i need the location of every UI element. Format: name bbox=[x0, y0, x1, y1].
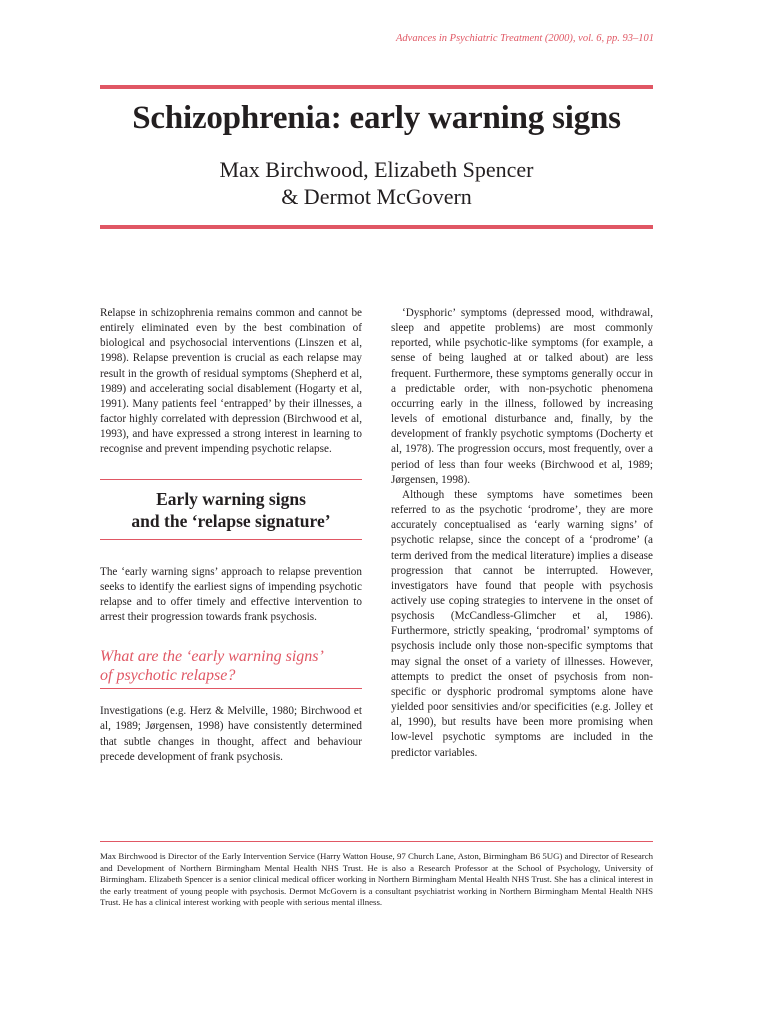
abstract-paragraph: Relapse in schizophrenia remains common and cannot be entirely eliminated even by the best combination of biological and psychosocial interventions (Linszen et al, 1998). Relapse prevention is crucial as each relapse may result in the growth of residual symptoms (Shepherd et al, 1989) and accelerating social disablement (Hogarty et al, 1991). Many patients feel ‘entrapped’ by their illnesses, a factor highly correlated with depression (Birchwood et al, 1993), and have expressed a strong interest in learning to recognise and prevent impending psychotic relapse. bbox=[100, 307, 362, 456]
title-bottom-rule bbox=[100, 225, 653, 229]
journal-reference: Advances in Psychiatric Treatment (2000), vol. 6, pp. 93–101 bbox=[396, 33, 654, 44]
footnote-rule bbox=[100, 841, 653, 842]
right-column bbox=[391, 306, 653, 761]
subheading bbox=[100, 647, 362, 685]
left-column bbox=[100, 306, 362, 765]
section-rule-top bbox=[100, 479, 362, 480]
article-title: Schizophrenia: early warning signs bbox=[132, 100, 621, 136]
section-heading-line-2: and the ‘relapse signature’ bbox=[131, 510, 331, 531]
section-heading bbox=[100, 488, 362, 532]
subheading-line-2: of psychotic relapse? bbox=[100, 667, 236, 685]
section-paragraph: The ‘early warning signs’ approach to relapse prevention seeks to identify the earliest signs of impending psychotic relapse and to offer timely and effective intervention to arrest their progression towards frank psychosis. bbox=[100, 565, 362, 624]
subheading-rule bbox=[100, 688, 362, 689]
subsection-paragraph: Investigations (e.g. Herz & Melville, 1980; Birchwood et al, 1989; Jørgensen, 1998) have consistently determined that subtle changes in thought, affect and behaviour precede development of frank psychosis. bbox=[100, 705, 362, 763]
right-paragraph-1: ‘Dysphoric’ symptoms (depressed mood, withdrawal, sleep and appetite problems) are most commonly reported, while psychotic-like symptoms (for example, a sense of being laughed at or talked about) are less frequent. Furthermore, these symptoms generally occur in a predictable order, with non-psychotic phenomena occurring early in the illness, followed by increasing levels of emotional disturbance and, finally, by the development of frankly psychotic symptoms (Docherty et al, 1978). The progression occurs, most frequently, over a period of less than four weeks (Birchwood et al, 1989; Jørgensen, 1998). bbox=[391, 307, 653, 486]
author-affiliations-footnote: Max Birchwood is Director of the Early Intervention Service (Harry Watton House, 97 Church Lane, Aston, Birmingham B6 5UG) and Director of Research and Development of Northern Birmingham Mental Health NHS Trust. He is also a Research Professor at the School of Psychology, University of Birmingham. Elizabeth Spencer is a senior clinical medical officer working in Northern Birmingham Mental Health NHS Trust. She has a clinical interest in the early treatment of young people with psychosis. Dermot McGovern is a consultant psychiatrist working in Northern Birmingham Mental Health NHS Trust. He has a clinical interest working with people with serious mental illness. bbox=[100, 851, 653, 907]
subheading-line-1: What are the ‘early warning signs’ bbox=[100, 648, 324, 666]
section-rule-bottom bbox=[100, 539, 362, 540]
authors-line-2: & Dermot McGovern bbox=[281, 184, 472, 209]
section-heading-line-1: Early warning signs bbox=[156, 488, 306, 509]
top-rule bbox=[100, 85, 653, 89]
right-paragraph-2: Although these symptoms have sometimes been referred to as the psychotic ‘prodrome’, they are more accurately conceptualised as ‘early warning signs’ of psychotic relapse, since the concept of a ‘prodrome’ (a term derived from the medical literature) implies a disease progression that cannot be interrupted. However, investigators have found that people with psychosis actively use coping strategies to intervene in the onset of psychosis (McCandless-Glimcher et al, 1986). Furthermore, strictly speaking, ‘prodromal’ symptoms of psychosis include only those non-specific symptoms that may signal the onset of a variety of illnesses. However, attempts to predict the onset of psychosis from non-specific or dysphoric prodromal symptoms alone have yielded poor sensitivies and/or specificities (e.g. Jolley et al, 1990), but results have been more promising when low-level psychotic symptoms are included in the predictor variables. bbox=[391, 488, 653, 759]
author-list bbox=[0, 156, 753, 210]
authors-line-1: Max Birchwood, Elizabeth Spencer bbox=[219, 157, 534, 182]
